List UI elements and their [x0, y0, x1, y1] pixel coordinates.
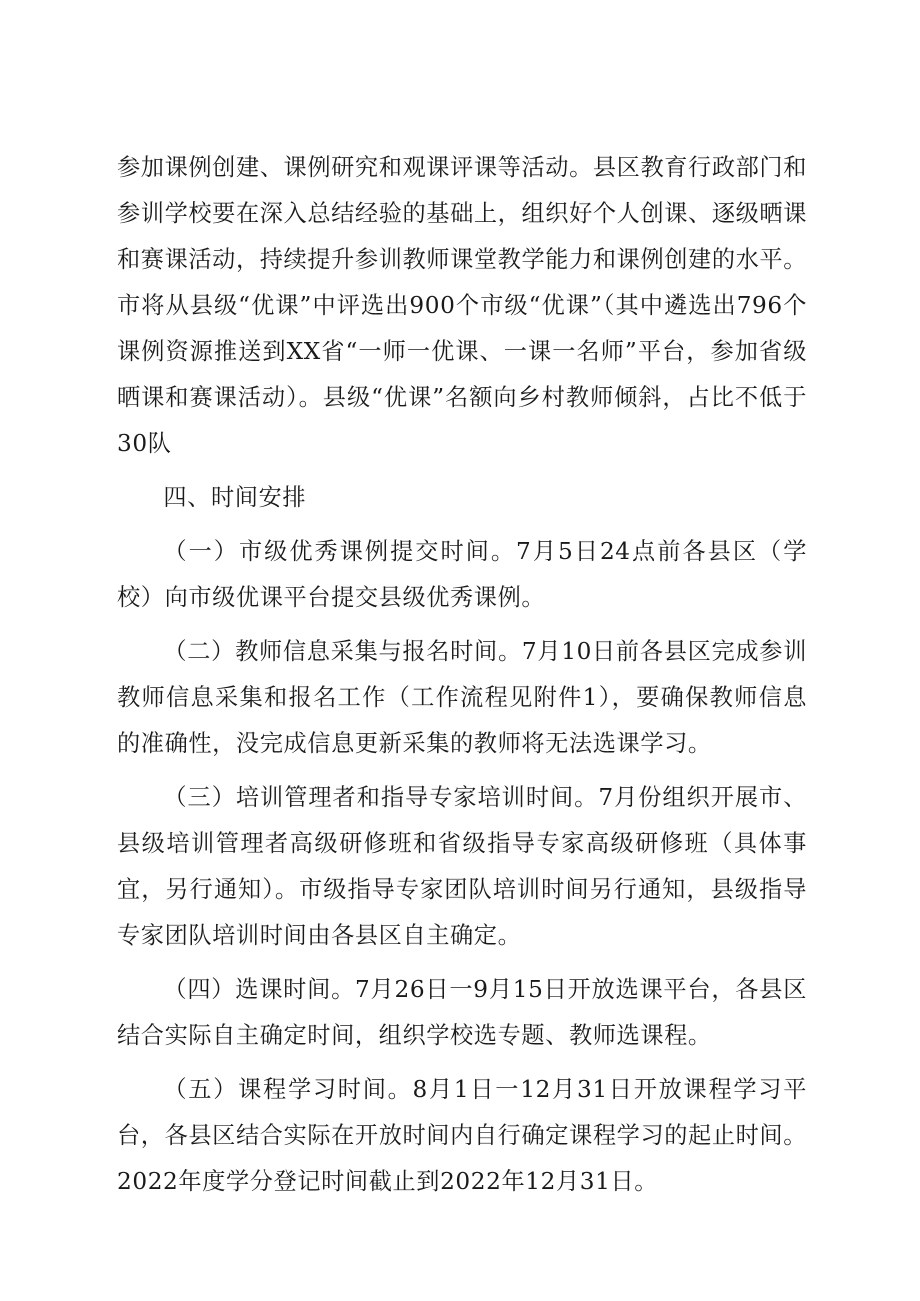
schedule-item-5: （五）课程学习时间。8月1日一12月31日开放课程学习平台，各县区结合实际在开放时间内自行确定课程学习的起止时间。2022年度学分登记时间截止到2022年12月31日。 [117, 1076, 807, 1195]
continuation-paragraph: 参加课例创建、课例研究和观课评课等活动。县区教育行政部门和参训学校要在深入总结经验的基础上，组织好个人创课、逐级晒课和赛课活动，持续提升参训教师课堂教学能力和课例创建的水平。市将从县级“优课”中评选出900个市级“优课”（其中遴选出796个课例资源推送到XX省“一师一优课、一课一名师”平台，参加省级晒课和赛课活动）。县级“优课”名额向乡村教师倾斜，占比不低于30队 [117, 154, 807, 457]
schedule-item-2: （二）教师信息采集与报名时间。7月10日前各县区完成参训教师信息采集和报名工作（工作流程见附件1），要确保教师信息的准确性，没完成信息更新采集的教师将无法选课学习。 [117, 638, 807, 757]
schedule-item-4: （四）选课时间。7月26日一9月15日开放选课平台，各县区结合实际自主确定时间，组织学校选专题、教师选课程。 [117, 976, 807, 1049]
schedule-item-3: （三）培训管理者和指导专家培训时间。7月份组织开展市、县级培训管理者高级研修班和省级指导专家高级研修班（具体事宜，另行通知）。市级指导专家团队培训时间另行通知，县级指导专家团队培训时间由各县区自主确定。 [117, 784, 807, 949]
schedule-item-1: （一）市级优秀课例提交时间。7月5日24点前各县区（学校）向市级优课平台提交县级优秀课例。 [117, 538, 807, 611]
section-heading: 四、时间安排 [163, 484, 307, 511]
document-page [117, 145, 807, 1213]
